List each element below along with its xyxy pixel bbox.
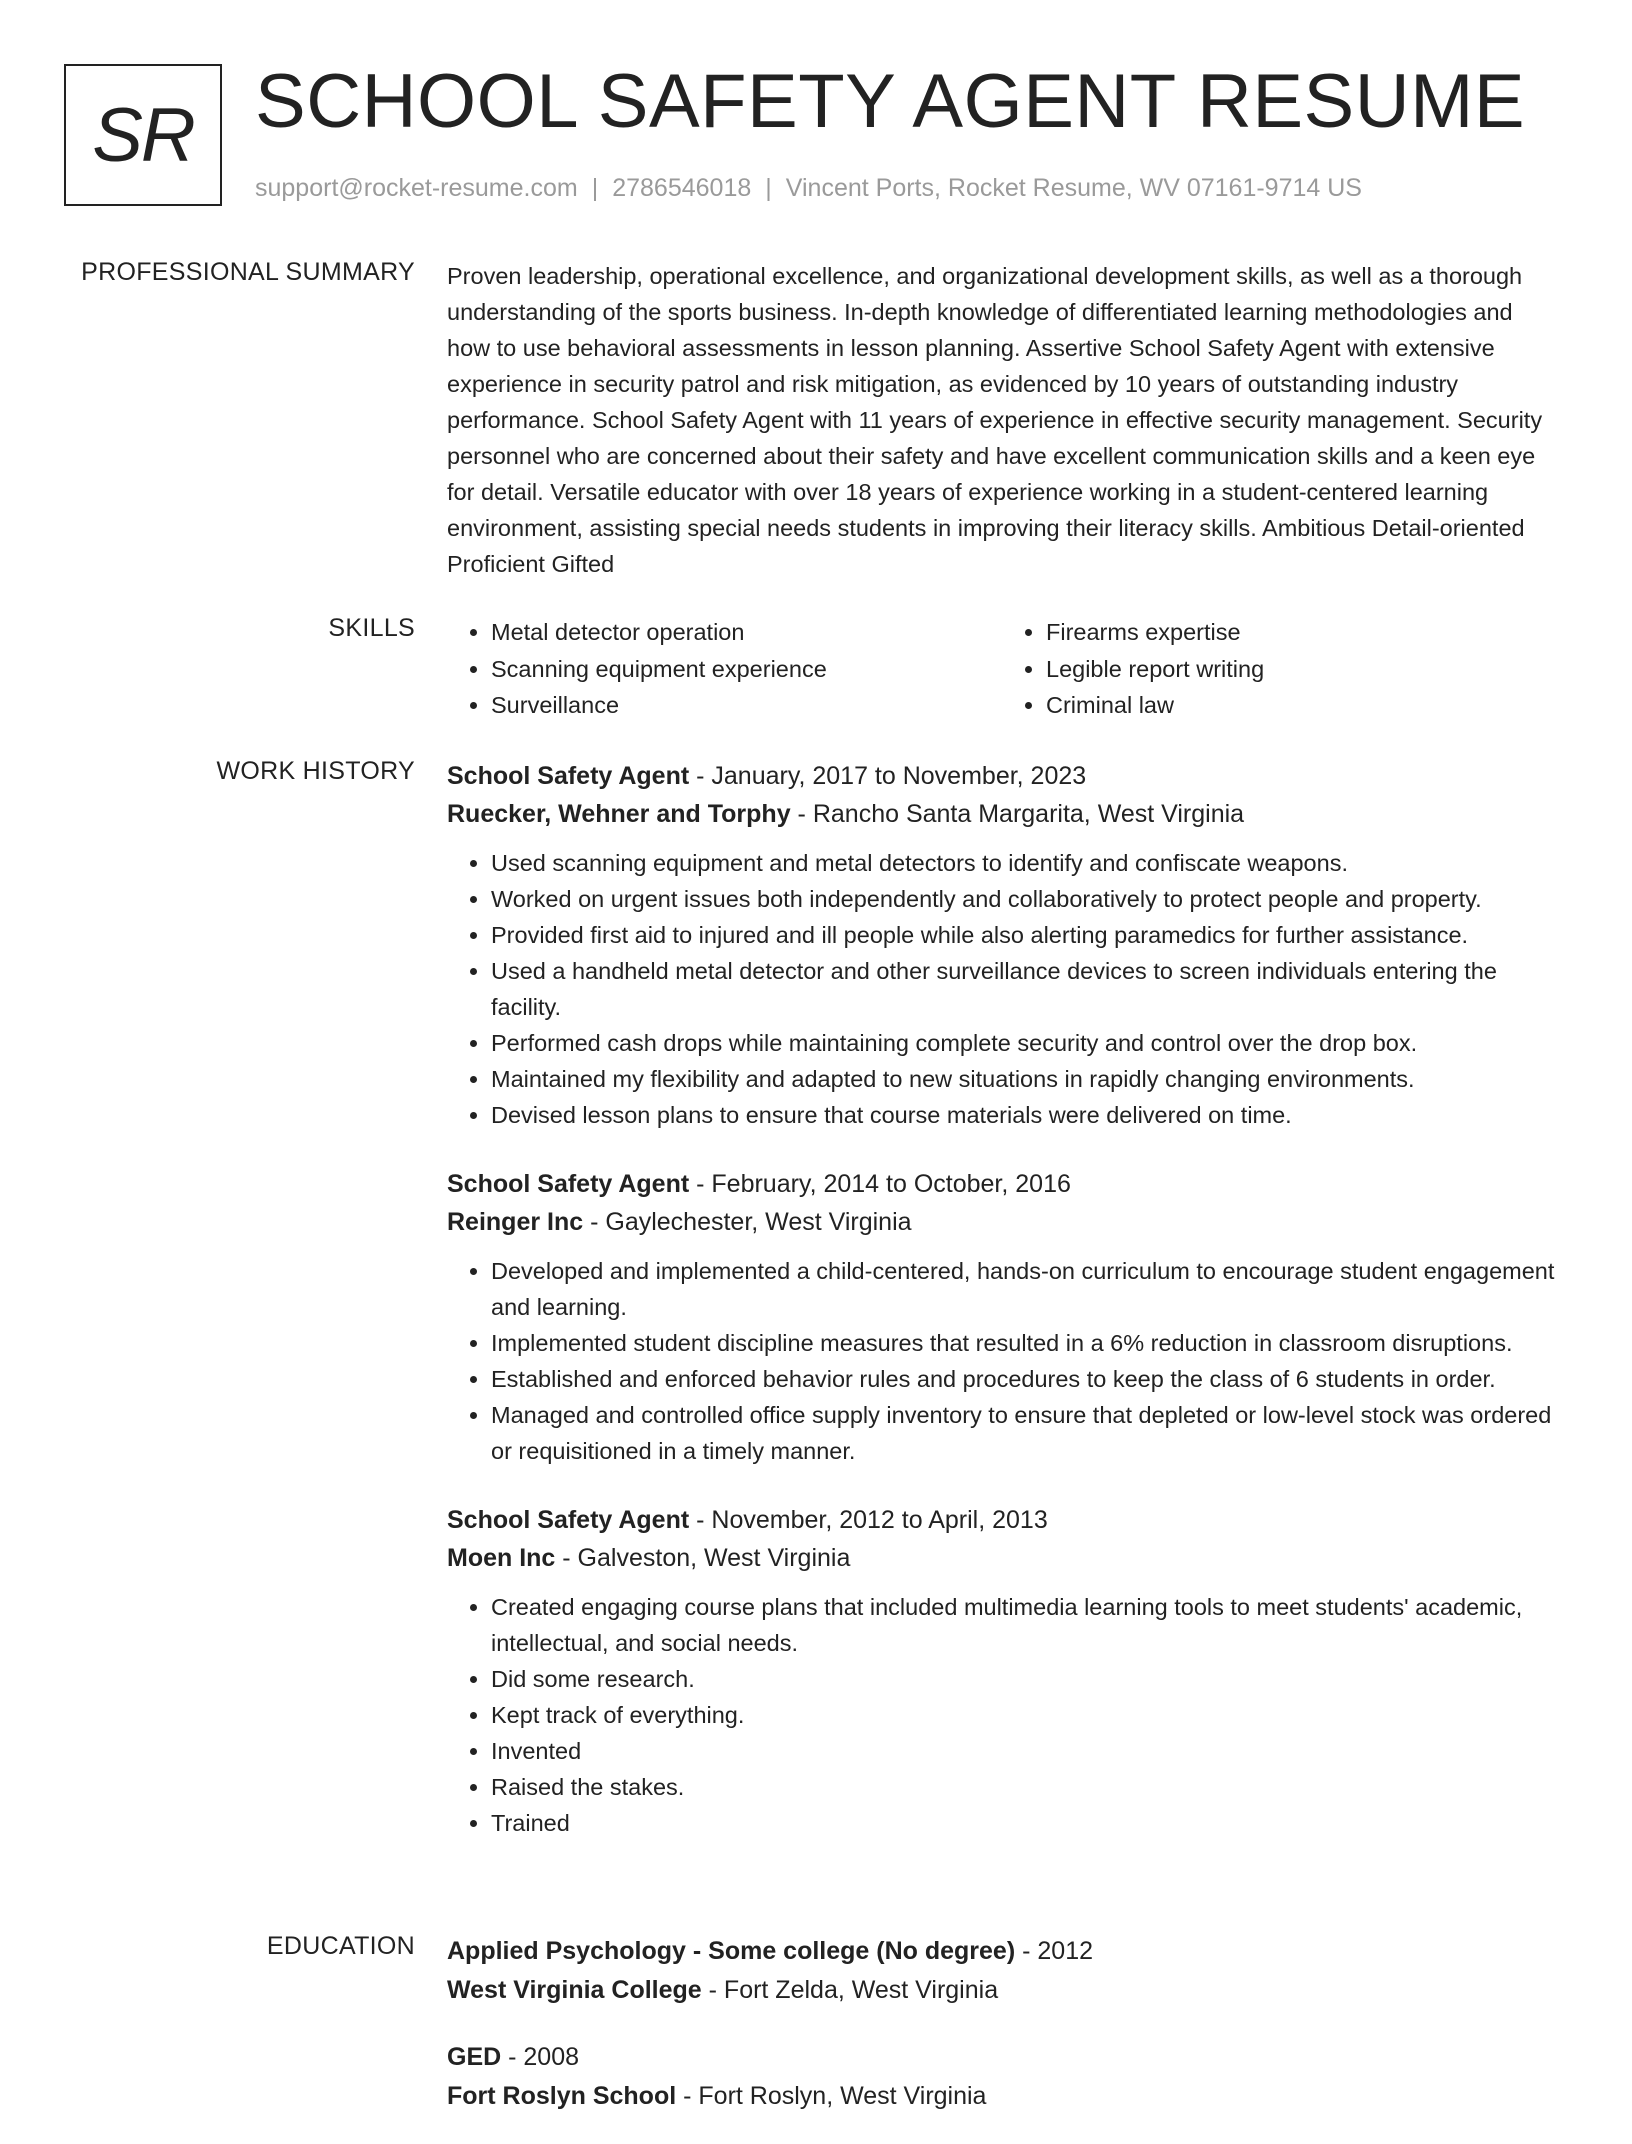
- job-bullet: • Devised lesson plans to ensure that course materials were delivered on time.: [491, 1097, 1557, 1133]
- education-school: West Virginia College: [447, 1976, 702, 2004]
- contact-phone[interactable]: 2786546018: [612, 174, 752, 202]
- job-bullet: • Worked on urgent issues both independently and collaboratively to protect people and property.: [491, 881, 1557, 917]
- skill-item: • Metal detector operation: [491, 614, 1002, 651]
- job-company: Reinger Inc: [447, 1208, 584, 1236]
- job-bullet: • Used scanning equipment and metal detectors to identify and confiscate weapons.: [491, 845, 1557, 881]
- resume-title: SCHOOL SAFETY AGENT RESUME: [255, 59, 1526, 144]
- job-entry: [447, 757, 1557, 1133]
- education-degree: GED: [447, 2043, 502, 2071]
- education-degree-line: [447, 1932, 1557, 1971]
- summary-body: [447, 258, 1557, 582]
- education-school: Fort Roslyn School: [447, 2082, 677, 2110]
- resume-header: [64, 59, 1584, 214]
- job-company: Moen Inc: [447, 1544, 556, 1572]
- education-year: - 2008: [501, 2043, 580, 2071]
- job-location: - Rancho Santa Margarita, West Virginia: [790, 800, 1245, 828]
- skills-grid: [447, 614, 1557, 724]
- job-company-line: [447, 1539, 1557, 1577]
- job-dates: - November, 2012 to April, 2013: [689, 1506, 1048, 1534]
- skills-list-right: [1002, 614, 1557, 724]
- job-location: - Gaylechester, West Virginia: [583, 1208, 912, 1236]
- section-label-education: EDUCATION: [266, 1932, 415, 1960]
- education-degree-line: [447, 2038, 1557, 2077]
- job-dates: - February, 2014 to October, 2016: [689, 1170, 1071, 1198]
- skill-item: • Surveillance: [491, 687, 1002, 724]
- education-degree: Applied Psychology - Some college (No degree): [447, 1937, 1016, 1965]
- education-school-line: [447, 2077, 1557, 2116]
- section-label-skills: SKILLS: [328, 614, 415, 642]
- job-title: School Safety Agent: [447, 1506, 690, 1534]
- contact-separator: |: [591, 174, 599, 202]
- summary-text: Proven leadership, operational excellence, and organizational development skills, as well as a thorough understanding of the sports business. In-depth knowledge of differentiated learning methodologies and how to use behavioral assessments in lesson planning. Assertive School Safety Agent with extensive experience in security patrol and risk mitigation, as evidenced by 10 years of outstanding industry performance. School Safety Agent with 11 years of experience in effective security management. Security personnel who are concerned about their safety and have excellent communication skills and a keen eye for detail. Versatile educator with over 18 years of experience working in a student-centered learning environment, assisting special needs students in improving their literacy skills. Ambitious Detail-oriented Proficient Gifted: [447, 263, 1543, 577]
- job-bullet: • Provided first aid to injured and ill people while also alerting paramedics for further assistance.: [491, 917, 1557, 953]
- section-label-work-history: WORK HISTORY: [216, 757, 415, 785]
- job-bullet: • Maintained my flexibility and adapted to new situations in rapidly changing environments.: [491, 1061, 1557, 1097]
- contact-line: [255, 174, 1362, 203]
- job-bullet: • Performed cash drops while maintaining complete security and control over the drop box.: [491, 1025, 1557, 1061]
- job-bullet: • Invented: [491, 1733, 1557, 1769]
- education-school-line: [447, 1971, 1557, 2010]
- skill-item: • Legible report writing: [1046, 651, 1557, 688]
- skill-item: • Criminal law: [1046, 687, 1557, 724]
- job-bullet-list: [447, 1589, 1557, 1841]
- job-title-line: [447, 757, 1557, 795]
- contact-separator: |: [765, 174, 772, 202]
- monogram-logo: SR: [64, 64, 222, 206]
- education-location: - Fort Zelda, West Virginia: [701, 1976, 999, 2004]
- job-location: - Galveston, West Virginia: [555, 1544, 851, 1572]
- job-title-line: [447, 1501, 1557, 1539]
- job-dates: - January, 2017 to November, 2023: [689, 762, 1087, 790]
- job-entry: [447, 1165, 1557, 1469]
- job-title-line: [447, 1165, 1557, 1203]
- contact-email[interactable]: support@rocket-resume.com: [255, 174, 578, 202]
- education-entry: [447, 2038, 1557, 2116]
- education-location: - Fort Roslyn, West Virginia: [676, 2082, 987, 2110]
- job-company-line: [447, 1203, 1557, 1241]
- job-entry: [447, 1501, 1557, 1841]
- skill-item: • Scanning equipment experience: [491, 651, 1002, 688]
- job-title: School Safety Agent: [447, 1170, 690, 1198]
- job-bullet: • Trained: [491, 1805, 1557, 1841]
- job-bullet: • Used a handheld metal detector and other surveillance devices to screen individuals entering the facility.: [491, 953, 1557, 1025]
- job-bullet: • Did some research.: [491, 1661, 1557, 1697]
- contact-address: Vincent Ports, Rocket Resume, WV 07161-9714 US: [785, 174, 1362, 202]
- job-company-line: [447, 795, 1557, 833]
- job-bullet-list: [447, 845, 1557, 1133]
- education-entry: [447, 1932, 1557, 2010]
- job-bullet: • Implemented student discipline measures that resulted in a 6% reduction in classroom disruptions.: [491, 1325, 1557, 1361]
- education-year: - 2012: [1015, 1937, 1094, 1965]
- job-bullet: • Created engaging course plans that included multimedia learning tools to meet students' academic, intellectual, and social needs.: [491, 1589, 1557, 1661]
- section-label-summary: PROFESSIONAL SUMMARY: [81, 258, 415, 286]
- job-bullet: • Established and enforced behavior rules and procedures to keep the class of 6 students in order.: [491, 1361, 1557, 1397]
- skills-list-left: [447, 614, 1002, 724]
- skills-body: [447, 614, 1557, 724]
- job-company: Ruecker, Wehner and Torphy: [447, 800, 791, 828]
- job-bullet: • Raised the stakes.: [491, 1769, 1557, 1805]
- skill-item: • Firearms expertise: [1046, 614, 1557, 651]
- job-title: School Safety Agent: [447, 762, 690, 790]
- job-bullet: • Kept track of everything.: [491, 1697, 1557, 1733]
- job-bullet: • Developed and implemented a child-centered, hands-on curriculum to encourage student engagement and learning.: [491, 1253, 1557, 1325]
- job-bullet: • Managed and controlled office supply inventory to ensure that depleted or low-level stock was ordered or requisitioned in a timely manner.: [491, 1397, 1557, 1469]
- education-body: [447, 1932, 1557, 2144]
- work-history-body: [447, 757, 1557, 1873]
- job-bullet-list: [447, 1253, 1557, 1469]
